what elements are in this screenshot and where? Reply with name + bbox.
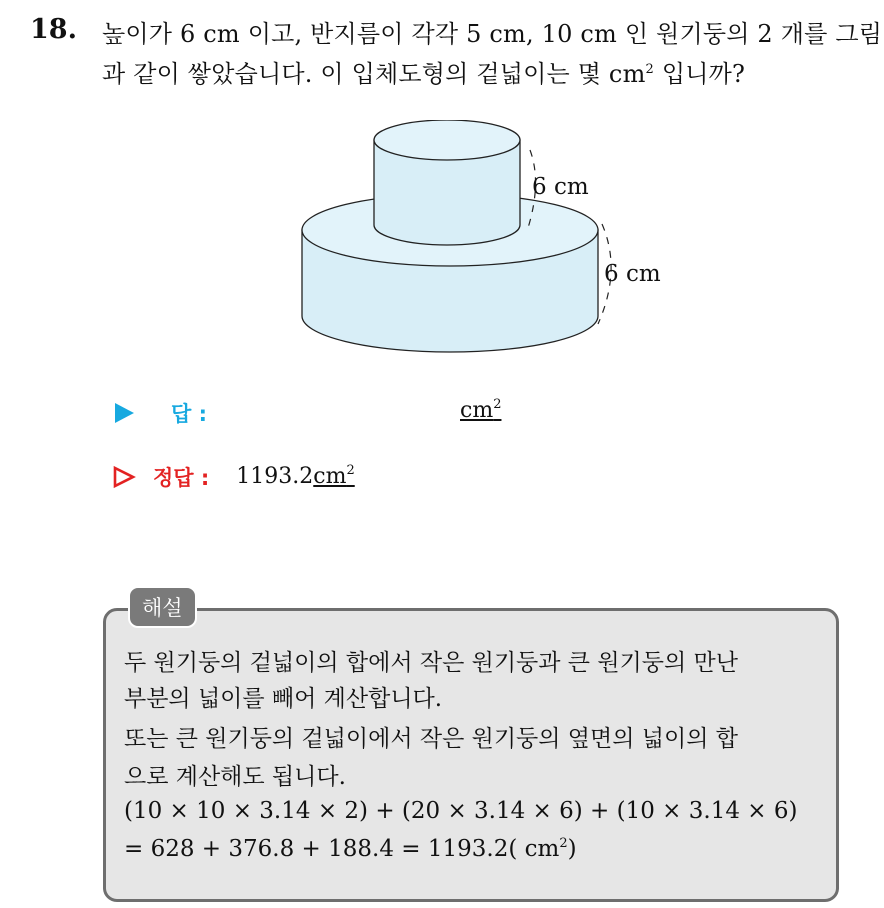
answer-blank[interactable] bbox=[456, 398, 501, 423]
explanation-unit-exponent: 2 bbox=[559, 836, 568, 851]
explanation-tag: 해설 bbox=[128, 586, 197, 628]
correct-answer-row bbox=[112, 462, 355, 492]
question-number: 18. bbox=[30, 14, 77, 45]
correct-unit-text: cm bbox=[313, 464, 347, 489]
correct-answer-unit bbox=[313, 464, 354, 489]
explanation-line-4: 으로 계산해도 됩니다. bbox=[124, 764, 346, 790]
question-unit-exponent: 2 bbox=[645, 62, 655, 77]
answer-label: 답 : bbox=[171, 402, 207, 426]
explanation-formula-2 bbox=[124, 836, 577, 862]
large-height-label: 6 cm bbox=[604, 261, 661, 287]
small-cylinder bbox=[374, 120, 520, 245]
play-arrow-icon bbox=[112, 401, 136, 425]
answer-row bbox=[112, 398, 207, 428]
small-height-label: 6 cm bbox=[532, 174, 589, 200]
explanation-formula-1: (10 × 10 × 3.14 × 2) + (20 × 3.14 × 6) + (10 × 3.14 × 6) bbox=[124, 798, 798, 824]
stacked-cylinders-figure bbox=[290, 120, 680, 360]
explanation-line-2: 부분의 넓이를 빼어 계산합니다. bbox=[124, 686, 443, 712]
explanation-line-3: 또는 큰 원기둥의 겉넓이에서 작은 원기둥의 옆면의 넓이의 합 bbox=[124, 726, 738, 752]
explanation-formula-2-prefix: = 628 + 376.8 + 188.4 = 1193.2( cm bbox=[124, 836, 560, 862]
correct-answer-value: 1193.2 bbox=[236, 464, 314, 489]
answer-unit: cm bbox=[460, 398, 494, 423]
explanation-line-1: 두 원기둥의 겉넓이의 합에서 작은 원기둥과 큰 원기둥의 만난 bbox=[124, 650, 738, 676]
outline-arrow-icon bbox=[112, 465, 136, 489]
question-text-line-2-suffix: 입니까? bbox=[654, 60, 746, 88]
question-text-line-2 bbox=[102, 54, 745, 89]
small-cylinder-top bbox=[374, 120, 520, 160]
question-text-line-1: 높이가 6 cm 이고, 반지름이 각각 5 cm, 10 cm 인 원기둥의 2 개를 그림 bbox=[102, 20, 883, 48]
correct-unit-exponent: 2 bbox=[346, 463, 355, 478]
correct-answer-label: 정답 : bbox=[153, 466, 210, 490]
answer-unit-exponent: 2 bbox=[493, 397, 502, 412]
explanation-formula-2-suffix: ) bbox=[567, 836, 577, 862]
question-text-line-2-prefix: 과 같이 쌓았습니다. 이 입체도형의 겉넓이는 몇 cm bbox=[102, 60, 646, 88]
